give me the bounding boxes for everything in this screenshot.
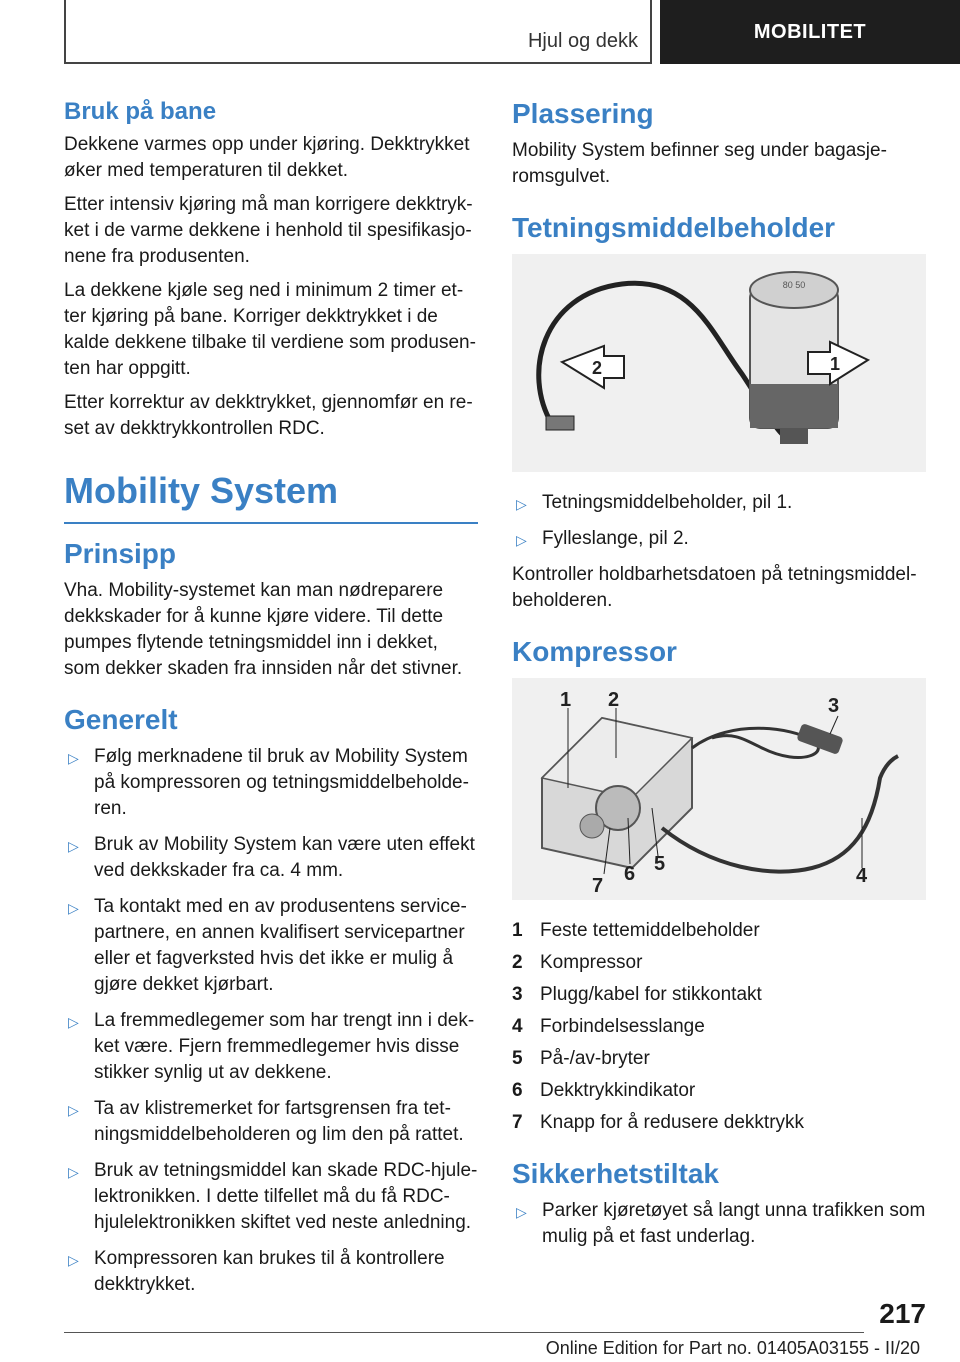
callout-5: 5 <box>654 853 666 875</box>
left-column <box>64 98 478 1308</box>
paragraph: Dekkene varmes opp under kjøring. Dekktrykket øker med temperaturen til dekket. <box>64 134 470 181</box>
callout-7: 7 <box>592 875 604 897</box>
footer-rule <box>64 1332 864 1333</box>
list-item <box>64 744 478 822</box>
paragraph: Vha. Mobility-systemet kan man nødreparere dekkskader for å kunne kjøre videre. Til dette pumpes flytende tetningsmiddel inn i dekket, som dekker skaden fra innsiden når det stivner. <box>64 580 463 679</box>
triangle-bullet-icon: ▷ <box>68 1164 79 1180</box>
item-number: 2 <box>512 952 523 973</box>
heading-tetningsmiddelbeholder: Tetningsmiddelbeholder <box>512 212 836 243</box>
callout-2: 2 <box>608 689 620 711</box>
item-text: Plugg/kabel for stikkontakt <box>540 984 762 1005</box>
list-item <box>512 1110 926 1136</box>
list-item <box>64 1096 478 1148</box>
list-item-text: Parker kjøretøyet så langt unna trafikken som mulig på et fast underlag. <box>542 1200 926 1247</box>
paragraph: Etter korrektur av dekktrykket, gjennomfør en reset av dekktrykkontrollen RDC. <box>64 392 473 439</box>
section-title-mobility-system: Mobility System <box>64 470 478 524</box>
section-subtitle: Hjul og dekk <box>527 30 638 52</box>
list-item <box>512 918 926 944</box>
paragraph: Etter intensiv kjøring må man korrigere dekktrykket i de varme dekkene i henhold til spesifikasjonene fra produsenten. <box>64 194 473 267</box>
heading-bruk-pa-bane: Bruk på bane <box>64 98 217 125</box>
list-item <box>64 894 478 998</box>
list-item-text: Følg merknadene til bruk av Mobility System på kompressoren og tetningsmiddelbeholderen. <box>94 746 469 819</box>
list-item <box>512 490 926 516</box>
item-number: 3 <box>512 984 523 1005</box>
list-item <box>512 526 926 552</box>
item-text: Dekktrykkindikator <box>540 1080 696 1101</box>
paragraph: La dekkene kjøle seg ned i minimum 2 timer etter kjøring på bane. Korriger dekktrykket i de kalde dekkene tilbake til verdiene som produsenten har oppgitt. <box>64 280 476 379</box>
callout-1: 1 <box>560 689 572 711</box>
tetning-list <box>512 490 926 552</box>
item-text: Forbindelsesslange <box>540 1016 705 1037</box>
list-item <box>512 1078 926 1104</box>
footer-edition-text: Online Edition for Part no. 01405A03155 - II/20 <box>545 1338 920 1358</box>
heading-generelt: Generelt <box>64 704 178 735</box>
triangle-bullet-icon: ▷ <box>68 838 79 854</box>
sealant-container-illustration <box>512 254 926 472</box>
list-item <box>64 1246 478 1298</box>
list-item <box>512 1014 926 1040</box>
triangle-bullet-icon: ▷ <box>516 496 527 512</box>
callout-3: 3 <box>828 695 840 717</box>
heading-kompressor: Kompressor <box>512 636 677 667</box>
callout-6: 6 <box>624 863 636 885</box>
list-item-text: Fylleslange, pil 2. <box>542 528 689 549</box>
list-item-text: Bruk av Mobility System kan være uten effekt ved dekkskader fra ca. 4 mm. <box>94 834 475 881</box>
triangle-bullet-icon: ▷ <box>68 1014 79 1030</box>
triangle-bullet-icon: ▷ <box>68 1102 79 1118</box>
item-number: 5 <box>512 1048 523 1069</box>
triangle-bullet-icon: ▷ <box>516 532 527 548</box>
list-item-text: Kompressoren kan brukes til å kontrollere dekktrykket. <box>94 1248 445 1295</box>
item-text: Kompressor <box>540 952 643 973</box>
kompressor-parts-list <box>512 918 926 1136</box>
list-item-text: La fremmedlegemer som har trengt inn i dekket være. Fjern fremmedlegemer hvis disse stikker synlig ut av dekkene. <box>94 1010 475 1083</box>
item-number: 7 <box>512 1112 523 1133</box>
heading-prinsipp: Prinsipp <box>64 538 177 569</box>
callout-4: 4 <box>856 865 868 887</box>
arrow-1-label: 1 <box>830 354 841 374</box>
list-item <box>512 1198 926 1250</box>
header-rule-left <box>64 0 66 64</box>
list-item <box>512 1046 926 1072</box>
item-text: Knapp for å redusere dekktrykk <box>540 1112 805 1133</box>
heading-plassering: Plassering <box>512 98 654 129</box>
header-rule-bottom <box>64 62 650 64</box>
triangle-bullet-icon: ▷ <box>516 1204 527 1220</box>
sikker-list <box>512 1198 926 1250</box>
paragraph: Kontroller holdbarhetsdatoen på tetningsmiddelbeholderen. <box>512 564 917 611</box>
list-item-text: Bruk av tetningsmiddel kan skade RDC-hjulelektronikken. I dette tilfellet må du få RDC-hjulelektronikken skiftet ved neste anledning. <box>94 1160 478 1233</box>
header-rule-right <box>650 0 652 64</box>
list-item-text: Ta kontakt med en av produsentens servicepartnere, en annen kvalifisert servicepartner eller et fagverksted hvis det ikke er mulig å gjøre dekket kjørbart. <box>94 896 467 995</box>
item-text: Feste tettemiddelbeholder <box>540 920 760 941</box>
item-number: 1 <box>512 920 523 941</box>
list-item <box>64 1158 478 1236</box>
item-number: 4 <box>512 1016 523 1037</box>
generelt-list <box>64 744 478 1298</box>
triangle-bullet-icon: ▷ <box>68 900 79 916</box>
chapter-tab: MOBILITET <box>660 0 960 64</box>
list-item-text: Ta av klistremerket for fartsgrensen fra tetningsmiddelbeholderen og lim den på rattet. <box>94 1098 464 1145</box>
page-number: 217 <box>879 1298 926 1329</box>
paragraph: Mobility System befinner seg under bagasjeromsgulvet. <box>512 140 887 187</box>
list-item <box>64 832 478 884</box>
triangle-bullet-icon: ▷ <box>68 1252 79 1268</box>
list-item <box>512 950 926 976</box>
arrow-2-label: 2 <box>592 358 603 378</box>
list-item <box>512 982 926 1008</box>
cap-label: 80 50 <box>782 280 806 290</box>
right-column <box>512 98 926 1260</box>
item-number: 6 <box>512 1080 523 1101</box>
triangle-bullet-icon: ▷ <box>68 750 79 766</box>
item-text: På-/av-bryter <box>540 1048 650 1069</box>
compressor-illustration <box>512 678 926 900</box>
list-item <box>64 1008 478 1086</box>
list-item-text: Tetningsmiddelbeholder, pil 1. <box>542 492 793 513</box>
heading-sikkerhetstiltak: Sikkerhetstiltak <box>512 1158 719 1189</box>
